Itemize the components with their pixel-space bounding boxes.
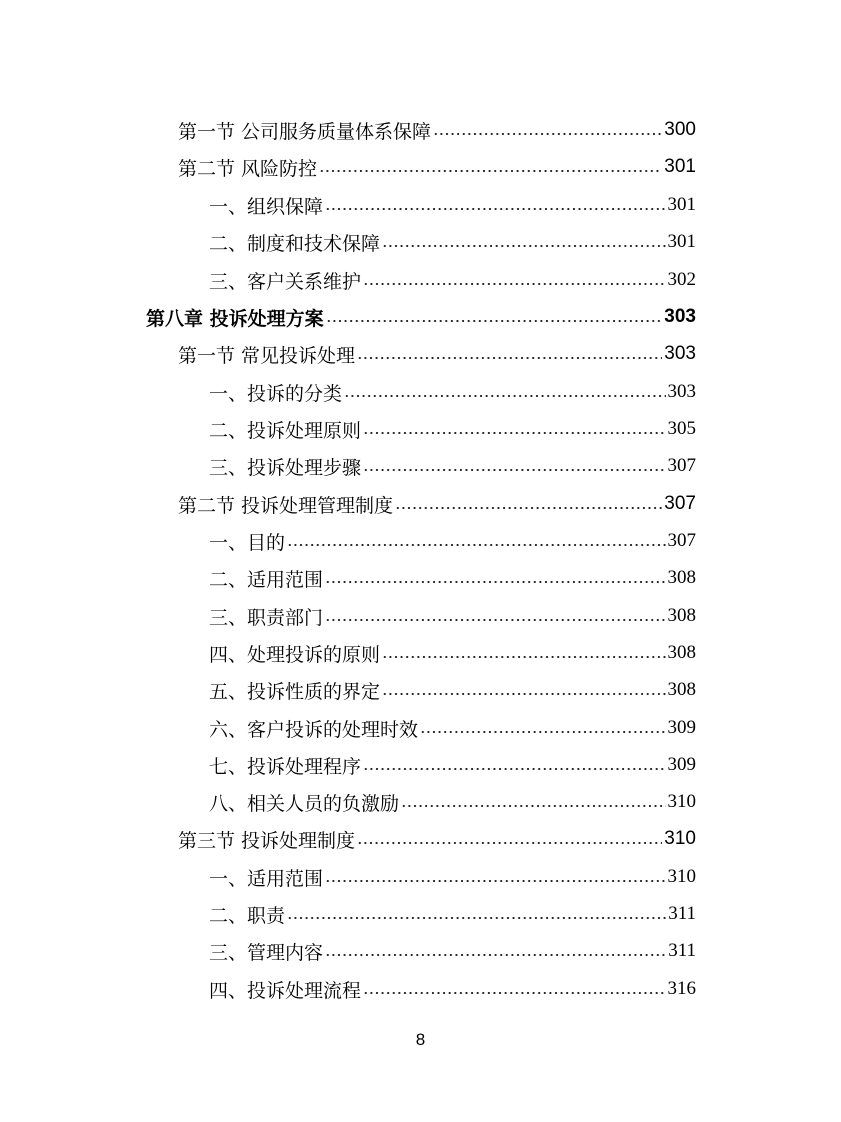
toc-leader-dots xyxy=(363,974,665,1004)
toc-entry-title: 二、投诉处理原则 xyxy=(209,419,362,442)
toc-leader-dots xyxy=(433,115,662,145)
toc-leader-dots xyxy=(287,899,666,929)
toc-entry[interactable] xyxy=(209,862,696,892)
toc-entry[interactable] xyxy=(178,489,696,519)
toc-entry[interactable] xyxy=(209,713,696,743)
toc-entry[interactable] xyxy=(209,899,696,929)
toc-entry-page: 309 xyxy=(667,754,696,775)
toc-entry-title: 第一节 常见投诉处理 xyxy=(178,344,356,367)
toc-entry-page: 309 xyxy=(667,717,696,738)
toc-leader-dots xyxy=(363,265,665,295)
toc-entry[interactable] xyxy=(209,638,696,668)
toc-entry-page: 302 xyxy=(667,269,696,290)
toc-entry-title: 四、投诉处理流程 xyxy=(209,979,362,1002)
toc-entry[interactable] xyxy=(209,414,696,444)
toc-entry-page: 310 xyxy=(667,866,696,887)
toc-entry[interactable] xyxy=(209,974,696,1004)
toc-entry-page: 308 xyxy=(667,679,696,700)
toc-entry-title: 三、职责部门 xyxy=(209,606,324,629)
toc-entry[interactable] xyxy=(209,526,696,556)
toc-entry[interactable] xyxy=(209,377,696,407)
toc-entry-page: 311 xyxy=(668,940,696,961)
toc-entry-title: 第二节 风险防控 xyxy=(178,157,318,180)
toc-entry-page: 310 xyxy=(664,828,696,849)
toc-entry[interactable] xyxy=(209,451,696,481)
toc-entry-title: 一、目的 xyxy=(209,531,286,554)
toc-entry-title: 第二节 投诉处理管理制度 xyxy=(178,494,394,517)
toc-entry-page: 308 xyxy=(667,605,696,626)
toc-entry-title: 二、职责 xyxy=(209,904,286,927)
toc-entry-page: 316 xyxy=(667,978,696,999)
toc-entry-page: 307 xyxy=(664,493,696,514)
toc-entry-page: 308 xyxy=(667,567,696,588)
toc-entry-page: 307 xyxy=(667,455,696,476)
toc-entry-page: 301 xyxy=(664,156,696,177)
toc-entry-title: 一、适用范围 xyxy=(209,867,324,890)
toc-leader-dots xyxy=(325,563,665,593)
toc-chapter-entry[interactable] xyxy=(146,302,696,332)
toc-entry[interactable] xyxy=(209,787,696,817)
toc-leader-dots xyxy=(357,824,662,854)
toc-leader-dots xyxy=(363,451,665,481)
toc-entry-title: 第一节 公司服务质量体系保障 xyxy=(178,120,432,143)
toc-entry[interactable] xyxy=(178,115,696,145)
toc-leader-dots xyxy=(319,152,662,182)
toc-entry-title: 六、客户投诉的处理时效 xyxy=(209,718,419,741)
toc-entry-page: 300 xyxy=(664,119,696,140)
toc-leader-dots xyxy=(395,489,662,519)
toc-entry-title: 第八章 投诉处理方案 xyxy=(146,307,324,330)
toc-entry-title: 第三节 投诉处理制度 xyxy=(178,829,356,852)
toc-leader-dots xyxy=(325,601,665,631)
toc-leader-dots xyxy=(420,713,665,743)
toc-entry-page: 308 xyxy=(667,642,696,663)
toc-leader-dots xyxy=(382,675,665,705)
toc-leader-dots xyxy=(363,414,665,444)
toc-entry[interactable] xyxy=(209,227,696,257)
toc-entry-title: 三、投诉处理步骤 xyxy=(209,456,362,479)
toc-leader-dots xyxy=(382,227,665,257)
toc-entry[interactable] xyxy=(209,936,696,966)
toc-leader-dots xyxy=(287,526,665,556)
toc-entry-title: 二、适用范围 xyxy=(209,568,324,591)
toc-entry-page: 303 xyxy=(664,306,696,327)
toc-entry[interactable] xyxy=(209,675,696,705)
toc-entry-page: 301 xyxy=(667,194,696,215)
toc-leader-dots xyxy=(325,862,665,892)
toc-entry-page: 303 xyxy=(664,343,696,364)
toc-entry-page: 311 xyxy=(668,903,696,924)
toc-entry-page: 307 xyxy=(667,530,696,551)
toc-entry-page: 305 xyxy=(667,418,696,439)
toc-leader-dots xyxy=(325,190,665,220)
toc-leader-dots xyxy=(357,339,662,369)
toc-leader-dots xyxy=(344,377,665,407)
toc-leader-dots xyxy=(363,750,665,780)
toc-entry-page: 303 xyxy=(667,381,696,402)
toc-entry-title: 八、相关人员的负激励 xyxy=(209,792,400,815)
toc-entry-title: 四、处理投诉的原则 xyxy=(209,643,381,666)
toc-entry-title: 五、投诉性质的界定 xyxy=(209,680,381,703)
toc-entry-title: 三、管理内容 xyxy=(209,941,324,964)
toc-entry-title: 三、客户关系维护 xyxy=(209,270,362,293)
toc-entry[interactable] xyxy=(209,601,696,631)
toc-leader-dots xyxy=(401,787,665,817)
toc-entry-title: 一、组织保障 xyxy=(209,195,324,218)
toc-entry[interactable] xyxy=(209,265,696,295)
toc-entry[interactable] xyxy=(178,339,696,369)
toc-entry-title: 一、投诉的分类 xyxy=(209,382,343,405)
toc-leader-dots xyxy=(382,638,665,668)
toc-entry-page: 310 xyxy=(667,791,696,812)
toc-leader-dots xyxy=(325,936,666,966)
toc-entry[interactable] xyxy=(209,190,696,220)
toc-entry-title: 七、投诉处理程序 xyxy=(209,755,362,778)
page-number: 8 xyxy=(415,1030,426,1049)
toc-leader-dots xyxy=(326,302,663,332)
toc-entry-title: 二、制度和技术保障 xyxy=(209,232,381,255)
toc-entry[interactable] xyxy=(209,750,696,780)
toc-entry[interactable] xyxy=(178,152,696,182)
toc-entry[interactable] xyxy=(178,824,696,854)
toc-entry[interactable] xyxy=(209,563,696,593)
toc-entry-page: 301 xyxy=(667,231,696,252)
